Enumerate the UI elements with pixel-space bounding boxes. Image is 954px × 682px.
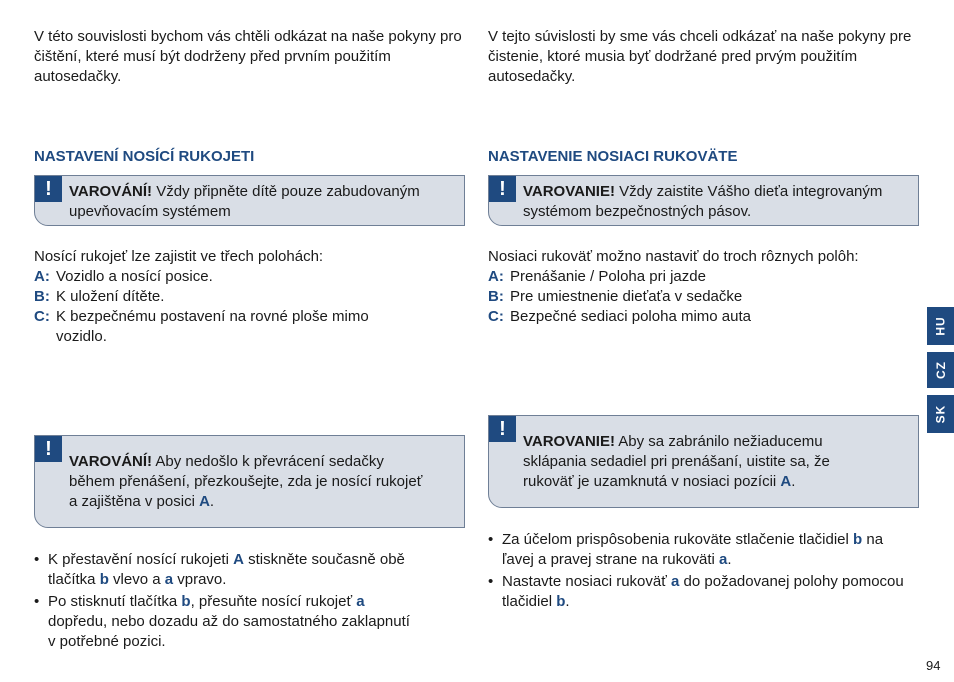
warning-icon: ! <box>35 176 62 202</box>
warning-label: VAROVÁNÍ! <box>69 453 153 470</box>
list-item: • K přestavění nosící rukojeti A stiskněte současně obě tlačítka b vlevo a a vpravo. <box>34 550 454 590</box>
intro-paragraph: V této souvislosti bychom vás chtěli odkázat na naše pokyny pro čištění, které musí být dodrženy před prvním použitím autosedačky. <box>34 28 462 85</box>
page-number: 94 <box>926 658 941 673</box>
instruction-list <box>488 530 912 612</box>
list-item: • Po stisknutí tlačítka b, přesuňte nosící rukojeť a dopředu, nebo dozadu až do samostatného zaklapnutí v potřebné pozici. <box>34 592 454 652</box>
positions-block <box>488 247 918 327</box>
warning-box <box>34 435 465 528</box>
warning-text: VAROVÁNÍ! Vždy připněte dítě pouze zabudovaným upevňovacím systémem <box>69 183 420 220</box>
list-item: • Za účelom prispôsobenia rukoväte stlačenie tlačidiel b na ľavej a pravej strane na rukoväti a. <box>488 530 912 570</box>
position-item: B: Pre umiestnenie dieťaťa v sedačke <box>488 288 743 305</box>
position-item: B: K uložení dítěte. <box>34 288 165 305</box>
section-heading: NASTAVENIE NOSIACI RUKOVÄTE <box>488 148 738 165</box>
warning-label: VAROVANIE! <box>523 433 615 450</box>
warning-icon: ! <box>489 176 516 202</box>
position-item: C: K bezpečnému postavení na rovné ploše mimo vozidlo. <box>34 308 369 345</box>
tab-cz[interactable]: CZ <box>927 352 954 388</box>
warning-icon: ! <box>35 436 62 462</box>
warning-box <box>34 175 465 226</box>
positions-intro: Nosící rukojeť lze zajistit ve třech polohách: <box>34 248 324 265</box>
warning-icon: ! <box>489 416 516 442</box>
intro-paragraph: V tejto súvislosti by sme vás chceli odkázať na naše pokyny pre čistenie, ktoré musia byť dodržané pred prvým použitím autosedačky. <box>488 28 912 85</box>
tab-sk[interactable]: SK <box>927 395 954 433</box>
warning-box <box>488 175 919 226</box>
positions-intro: Nosiaci rukoväť možno nastaviť do troch rôznych polôh: <box>488 248 859 265</box>
warning-box <box>488 415 919 508</box>
position-item: C: Bezpečné sediaci poloha mimo auta <box>488 308 751 325</box>
list-item: • Nastavte nosiaci rukoväť a do požadovanej polohy pomocou tlačidiel b. <box>488 572 912 612</box>
instruction-list <box>34 550 454 652</box>
tab-hu[interactable]: HU <box>927 307 954 345</box>
warning-label: VAROVANIE! <box>523 183 615 200</box>
warning-text: VAROVANIE! Vždy zaistite Vášho dieťa integrovaným systémom bezpečnostných pásov. <box>523 183 883 220</box>
warning-text: VAROVÁNÍ! Aby nedošlo k převrácení sedačky během přenášení, přezkoušejte, zda je nosící rukojeť a zajištěna v posici A. <box>69 453 423 510</box>
position-item: A: Prenášanie / Poloha pri jazde <box>488 268 706 285</box>
warning-label: VAROVÁNÍ! <box>69 183 153 200</box>
positions-block <box>34 247 464 347</box>
position-item: A: Vozidlo a nosící posice. <box>34 268 213 285</box>
section-heading: NASTAVENÍ NOSÍCÍ RUKOJETI <box>34 148 255 165</box>
warning-text: VAROVANIE! Aby sa zabránilo nežiaducemu sklápania sedadiel pri prenášaní, uistite sa, že rukoväť je uzamknutá v nosiaci pozícii A. <box>523 433 830 490</box>
